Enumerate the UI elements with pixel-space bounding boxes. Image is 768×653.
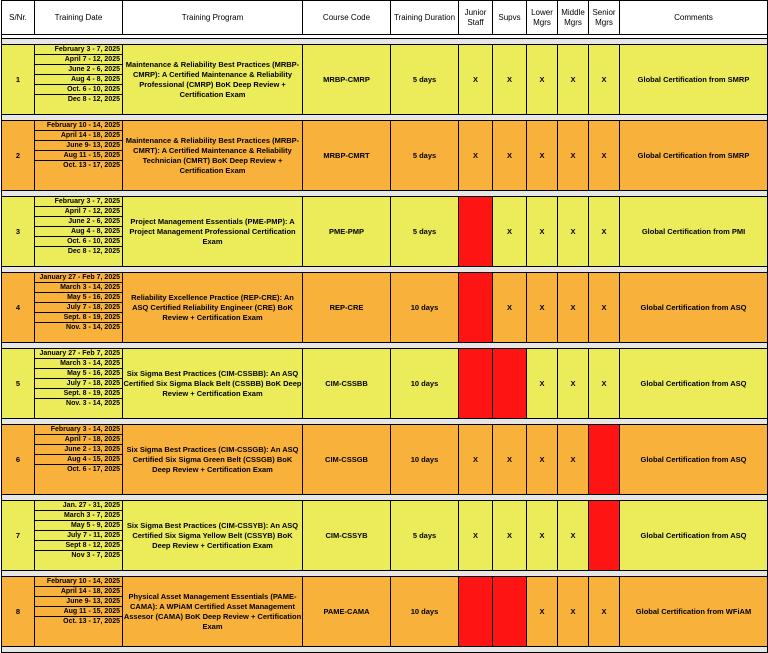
- mark-supvs: [493, 349, 527, 419]
- mark-lower: X: [527, 501, 558, 571]
- mark-lower: X: [527, 577, 558, 647]
- date-entry: July 7 - 11, 2025: [35, 531, 122, 541]
- header-comments: Comments: [620, 1, 768, 35]
- serial-number: 2: [2, 121, 35, 191]
- mark-senior: [589, 425, 620, 495]
- mark-middle: X: [558, 349, 589, 419]
- mark-supvs: X: [493, 501, 527, 571]
- header-row: [2, 1, 768, 35]
- date-entry: May 5 - 16, 2025: [35, 293, 122, 303]
- comments: Global Certification from ASQ: [620, 501, 768, 571]
- mark-supvs: X: [493, 197, 527, 267]
- mark-middle: X: [558, 121, 589, 191]
- date-entry: July 7 - 18, 2025: [35, 303, 122, 313]
- header-sn: S/Nr.: [2, 1, 35, 35]
- header-training-program: Training Program: [123, 1, 303, 35]
- date-entry: March 3 - 14, 2025: [35, 359, 122, 369]
- date-list: [35, 45, 122, 104]
- date-entry: April 14 - 18, 2025: [35, 587, 122, 597]
- comments: Global Certification from ASQ: [620, 273, 768, 343]
- date-entry: Oct. 6 - 10, 2025: [35, 237, 122, 247]
- date-entry: June 2 - 13, 2025: [35, 445, 122, 455]
- training-program: Maintenance & Reliability Best Practices (MRBP-CMRP): A Certified Maintenance & Reliability Professional (CMRP) BoK Deep Review + Certification Exam: [123, 45, 303, 115]
- mark-supvs: X: [493, 45, 527, 115]
- serial-number: 7: [2, 501, 35, 571]
- header-junior-staff: Junior Staff: [459, 1, 493, 35]
- training-schedule-table: [1, 0, 768, 653]
- course-code: PME-PMP: [303, 197, 391, 267]
- training-dates: [35, 197, 123, 267]
- date-entry: February 3 - 7, 2025: [35, 197, 122, 207]
- date-list: [35, 501, 122, 560]
- mark-senior: [589, 501, 620, 571]
- table-row: [2, 349, 768, 419]
- date-entry: Nov. 3 - 14, 2025: [66, 324, 120, 331]
- header-senior-mgrs: Senior Mgrs: [589, 1, 620, 35]
- date-entry: June 2 - 6, 2025: [35, 65, 122, 75]
- training-program: Maintenance & Reliability Best Practices (MRBP-CMRT): A Certified Maintenance & Reliability Technician (CMRT) BoK Deep Review + Certification Exam: [123, 121, 303, 191]
- mark-junior: X: [459, 45, 493, 115]
- serial-number: 1: [2, 45, 35, 115]
- mark-lower: X: [527, 273, 558, 343]
- training-duration: 10 days: [391, 349, 459, 419]
- date-entry: Oct. 13 - 17, 2025: [63, 618, 120, 625]
- header-lower-mgrs: Lower Mgrs: [527, 1, 558, 35]
- date-entry: Aug 11 - 15, 2025: [35, 151, 122, 161]
- date-entry: Dec 8 - 12, 2025: [67, 248, 120, 255]
- course-code: REP-CRE: [303, 273, 391, 343]
- course-code: MRBP-CMRP: [303, 45, 391, 115]
- comments: Global Certification from PMI: [620, 197, 768, 267]
- date-entry: Oct. 6 - 10, 2025: [35, 85, 122, 95]
- row-separator: [2, 647, 768, 653]
- date-list: [35, 273, 122, 332]
- date-entry: April 7 - 12, 2025: [35, 55, 122, 65]
- table-row: [2, 425, 768, 495]
- mark-supvs: X: [493, 273, 527, 343]
- date-entry: Oct. 13 - 17, 2025: [63, 162, 120, 169]
- date-entry: May 5 - 16, 2025: [35, 369, 122, 379]
- date-entry: Sept. 8 - 19, 2025: [35, 389, 122, 399]
- date-list: [35, 425, 122, 474]
- mark-lower: X: [527, 349, 558, 419]
- date-entry: March 3 - 7, 2025: [35, 511, 122, 521]
- date-entry: February 3 - 7, 2025: [35, 45, 122, 55]
- table-row: [2, 273, 768, 343]
- mark-supvs: X: [493, 425, 527, 495]
- mark-supvs: X: [493, 121, 527, 191]
- header-training-duration: Training Duration: [391, 1, 459, 35]
- date-entry: July 7 - 18, 2025: [35, 379, 122, 389]
- mark-senior: X: [589, 577, 620, 647]
- mark-lower: X: [527, 197, 558, 267]
- mark-senior: X: [589, 45, 620, 115]
- training-dates: [35, 577, 123, 647]
- date-entry: February 10 - 14, 2025: [35, 577, 122, 587]
- training-program: Six Sigma Best Practices (CIM-CSSBB): An ASQ Certified Six Sigma Black Belt (CSSBB) BoK Deep Review + Certification Exam: [123, 349, 303, 419]
- table-row: [2, 121, 768, 191]
- date-entry: April 14 - 18, 2025: [35, 131, 122, 141]
- mark-junior: [459, 197, 493, 267]
- training-dates: [35, 349, 123, 419]
- training-duration: 10 days: [391, 577, 459, 647]
- mark-senior: X: [589, 273, 620, 343]
- training-duration: 10 days: [391, 273, 459, 343]
- date-entry: Dec 8 - 12, 2025: [67, 96, 120, 103]
- mark-junior: [459, 273, 493, 343]
- date-entry: June 9- 13, 2025: [35, 141, 122, 151]
- comments: Global Certification from SMRP: [620, 121, 768, 191]
- date-list: [35, 349, 122, 408]
- mark-senior: X: [589, 349, 620, 419]
- mark-middle: X: [558, 501, 589, 571]
- training-dates: [35, 425, 123, 495]
- date-entry: January 27 - Feb 7, 2025: [35, 273, 122, 283]
- serial-number: 5: [2, 349, 35, 419]
- mark-lower: X: [527, 121, 558, 191]
- date-entry: Aug 4 - 15, 2025: [35, 455, 122, 465]
- table-row: [2, 577, 768, 647]
- training-program: Six Sigma Best Practices (CIM-CSSGB): An ASQ Certified Six Sigma Green Belt (CSSGB) BoK Deep Review + Certification Exam: [123, 425, 303, 495]
- training-dates: [35, 273, 123, 343]
- date-entry: Sept. 8 - 19, 2025: [35, 313, 122, 323]
- date-entry: Aug 11 - 15, 2025: [35, 607, 122, 617]
- date-entry: February 3 - 14, 2025: [35, 425, 122, 435]
- table-row: [2, 45, 768, 115]
- date-entry: June 2 - 6, 2025: [35, 217, 122, 227]
- header-training-date: Training Date: [35, 1, 123, 35]
- table-row: [2, 197, 768, 267]
- comments: Global Certification from ASQ: [620, 425, 768, 495]
- course-code: CIM-CSSYB: [303, 501, 391, 571]
- serial-number: 8: [2, 577, 35, 647]
- course-code: MRBP-CMRT: [303, 121, 391, 191]
- date-entry: March 3 - 14, 2025: [35, 283, 122, 293]
- mark-junior: X: [459, 501, 493, 571]
- date-entry: Aug 4 - 8, 2025: [35, 227, 122, 237]
- training-program: Six Sigma Best Practices (CIM-CSSYB): An ASQ Certified Six Sigma Yellow Belt (CSSYB) BoK Deep Review + Certification Exam: [123, 501, 303, 571]
- course-code: CIM-CSSGB: [303, 425, 391, 495]
- serial-number: 6: [2, 425, 35, 495]
- date-entry: Aug 4 - 8, 2025: [35, 75, 122, 85]
- date-entry: Jan. 27 - 31, 2025: [35, 501, 122, 511]
- training-dates: [35, 501, 123, 571]
- mark-lower: X: [527, 425, 558, 495]
- header-course-code: Course Code: [303, 1, 391, 35]
- mark-lower: X: [527, 45, 558, 115]
- mark-middle: X: [558, 273, 589, 343]
- mark-middle: X: [558, 197, 589, 267]
- date-list: [35, 121, 122, 170]
- training-duration: 10 days: [391, 425, 459, 495]
- date-entry: January 27 - Feb 7, 2025: [35, 349, 122, 359]
- table-row: [2, 501, 768, 571]
- date-entry: June 9- 13, 2025: [35, 597, 122, 607]
- mark-junior: X: [459, 121, 493, 191]
- training-dates: [35, 121, 123, 191]
- date-entry: February 10 - 14, 2025: [35, 121, 122, 131]
- mark-junior: X: [459, 425, 493, 495]
- training-duration: 5 days: [391, 197, 459, 267]
- header-supvs: Supvs: [493, 1, 527, 35]
- mark-middle: X: [558, 45, 589, 115]
- serial-number: 3: [2, 197, 35, 267]
- date-entry: Nov 3 - 7, 2025: [71, 552, 120, 559]
- comments: Global Certification from SMRP: [620, 45, 768, 115]
- training-duration: 5 days: [391, 45, 459, 115]
- mark-supvs: [493, 577, 527, 647]
- date-list: [35, 577, 122, 626]
- mark-senior: X: [589, 197, 620, 267]
- date-entry: Oct. 6 - 17, 2025: [67, 466, 120, 473]
- comments: Global Certification from ASQ: [620, 349, 768, 419]
- header-middle-mgrs: Middle Mgrs: [558, 1, 589, 35]
- training-duration: 5 days: [391, 501, 459, 571]
- training-duration: 5 days: [391, 121, 459, 191]
- comments: Global Certification from WFiAM: [620, 577, 768, 647]
- mark-middle: X: [558, 425, 589, 495]
- training-program: Physical Asset Management Essentials (PAME-CAMA): A WPiAM Certified Asset Management Assesor (CAMA) BoK Deep Review + Certification Exam: [123, 577, 303, 647]
- date-entry: April 7 - 18, 2025: [35, 435, 122, 445]
- date-list: [35, 197, 122, 256]
- serial-number: 4: [2, 273, 35, 343]
- mark-junior: [459, 349, 493, 419]
- course-code: CIM-CSSBB: [303, 349, 391, 419]
- course-code: PAME-CAMA: [303, 577, 391, 647]
- date-entry: April 7 - 12, 2025: [35, 207, 122, 217]
- training-dates: [35, 45, 123, 115]
- mark-senior: X: [589, 121, 620, 191]
- mark-middle: X: [558, 577, 589, 647]
- mark-junior: [459, 577, 493, 647]
- training-program: Reliability Excellence Practice (REP-CRE): An ASQ Certified Reliability Engineer (CRE) BoK Review + Certification Exam: [123, 273, 303, 343]
- training-program: Project Management Essentials (PME-PMP): A Project Management Professional Certification Exam: [123, 197, 303, 267]
- date-entry: Sept 8 - 12, 2025: [35, 541, 122, 551]
- date-entry: May 5 - 9, 2025: [35, 521, 122, 531]
- date-entry: Nov. 3 - 14, 2025: [66, 400, 120, 407]
